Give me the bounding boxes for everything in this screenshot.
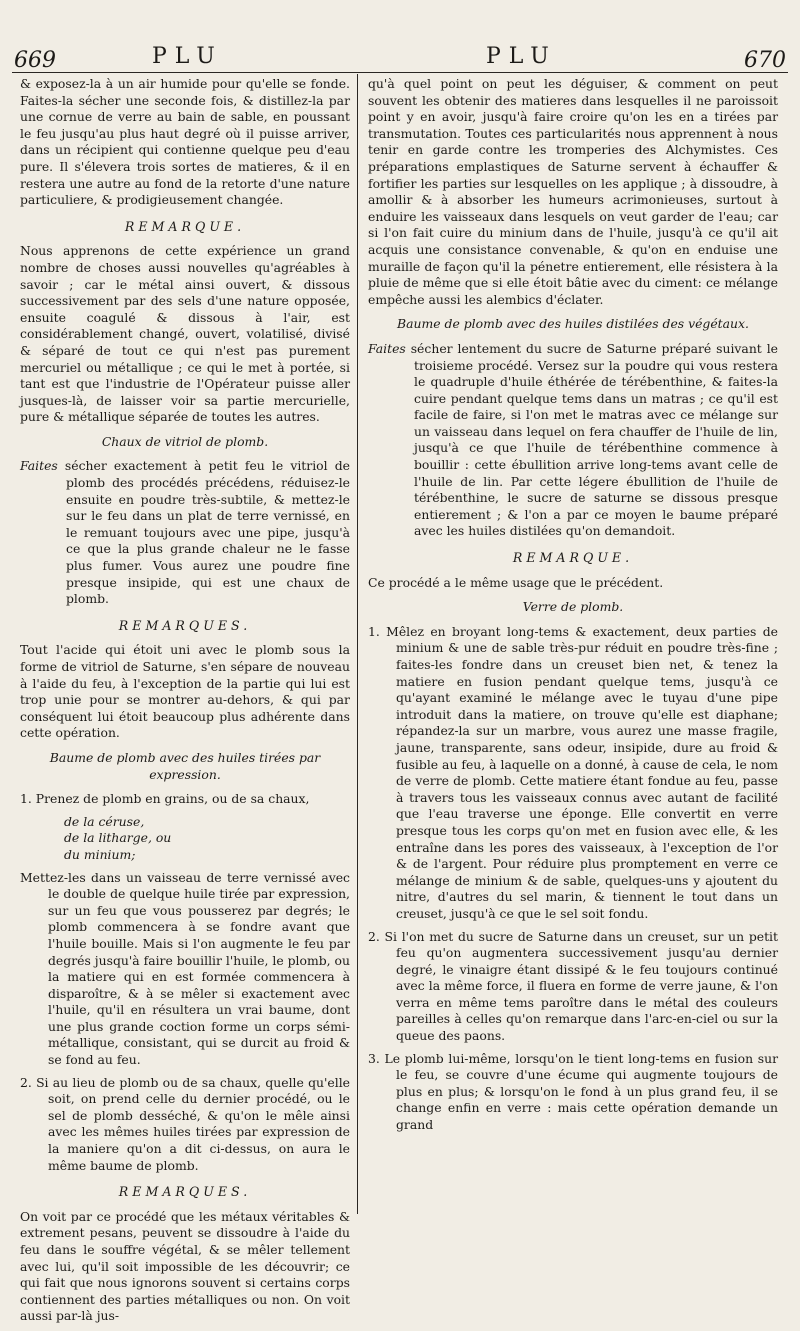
paragraph: Nous apprenons de cette expérience un grand nombre de choses aussi nouvelles qu'agréables à savoir ; car le métal ainsi ouvert, & dissous successivement par des sels d'une nature opposée, ensuite coagulé & dissous à l'air, est considérablement changé, ouvert, volatilisé, divisé & séparé de tout ce qui n'est pas purement mercuriel ou métallique ; ce qui le met à portée, si tant est que l'industrie de l'Opérateur puisse aller jusques-là, de laisser voir sa partie mercurielle, pure & métallique séparée de toutes les autres. xyxy=(20,243,350,425)
paragraph xyxy=(368,341,778,540)
paragraph: Ce procédé a le même usage que le précédent. xyxy=(368,574,664,590)
section-heading: Verre de plomb. xyxy=(522,599,624,615)
paragraph: 3. Le plomb lui-même, lorsqu'on le tient long-tems en fusion sur le feu, se couvre d'une écume qui augmente toujours de plus en plus; & lorsqu'on le fond à un plus grand feu, il se change enfin en verre : mais cette opération demande un grand xyxy=(368,1050,778,1133)
section-heading: REMARQUE. xyxy=(512,550,634,566)
section-heading: REMARQUE. xyxy=(124,218,246,234)
paragraph-text: sécher lentement du sucre de Saturne préparé suivant le troisieme procédé. Versez sur la poudre qui vous restera le quadruple d'huile éthérée de térébenthine, & faites-la cuire pendant quelque tems dans un matras ; ce qu'il est facile de faire, si l'on met le matras avec ce mélange sur un vaisseau dans lequel on fera chauffer de l'huile de lin, jusqu'à ce que l'huile de térébenthine commence à bouillir : cette ébullition arrive long-tems avant celle de l'huile de lin. Par cette légere ébullition de l'huile de térébenthine, le sucre de saturne se dissous presque entierement ; & l'on a par ce moyen le baume préparé avec les huiles distilées qu'on demandoit. xyxy=(410,340,778,539)
left-column xyxy=(20,76,350,1331)
column-divider xyxy=(357,74,358,1214)
paragraph: Mettez-les dans un vaisseau de terre vernissé avec le double de quelque huile tirée par expression, sur un feu que vous pousserez par degrés; le plomb commencera à se fondre avant que l'huile bouille. Mais si l'on augmente le feu par degrés jusqu'à faire bouillir l'huile, le plomb, ou la matiere qui en est formée commencera à disparoître, & à se mêler si exactement avec l'huile, qu'il en résultera un vrai baume, dont une plus grande coction forme un corps sémi-métallique, consistant, qui se durcit au froid & se fond au feu. xyxy=(20,869,350,1068)
left-column-number: 669 xyxy=(14,48,56,73)
right-column xyxy=(368,76,778,1140)
list-item: du minium; xyxy=(64,846,136,862)
section-heading: Chaux de vitriol de plomb. xyxy=(101,433,269,449)
section-heading: REMARQUES. xyxy=(118,617,252,633)
header-rule xyxy=(12,72,788,73)
list-lead: 1. Prenez de plomb en grains, ou de sa chaux, xyxy=(20,791,310,807)
right-running-head: PLU xyxy=(486,44,557,69)
left-running-head: PLU xyxy=(152,44,223,69)
paragraph: & exposez-la à un air humide pour qu'elle se fonde. Faites-la sécher une seconde fois, & distillez-la par une cornue de verre au bain de sable, en poussant le feu jusqu'au plus haut degré où il puisse arriver, dans un récipient qui contienne quelque peu d'eau pure. Il s'élevera trois sortes de matieres, & il en restera une autre au fond de la retorte d'une nature particuliere, & prodigieusement changée. xyxy=(20,76,350,208)
right-column-number: 670 xyxy=(744,48,786,73)
paragraph xyxy=(20,458,350,607)
lead-word: Faites xyxy=(368,340,406,356)
paragraph: 2. Si au lieu de plomb ou de sa chaux, quelle qu'elle soit, on prend celle du dernier procédé, ou le sel de plomb desséché, & qu'on le mêle ainsi avec les mêmes huiles tirées par expression de la maniere qu'on a dit ci-dessus, on aura le même baume de plomb. xyxy=(20,1074,350,1173)
section-heading: REMARQUES. xyxy=(118,1184,252,1200)
paragraph: Tout l'acide qui étoit uni avec le plomb sous la forme de vitriol de Saturne, s'en sépare de nouveau à l'aide du feu, à l'exception de la partie qui lui est trop unie pour se montrer au-dehors, & qui par conséquent lui étoit beaucoup plus adhérente dans cette opération. xyxy=(20,642,350,741)
section-heading: Baume de plomb avec des huiles tirées par expression. xyxy=(49,749,321,782)
list-item: de la litharge, ou xyxy=(64,830,172,846)
ingredient-list xyxy=(64,814,350,864)
paragraph: qu'à quel point on peut les déguiser, & comment on peut souvent les obtenir des matieres dans lesquelles il ne paroissoit point y en avoir, jusqu'à faire croire qu'on les en a tirées par transmutation. Toutes ces particularités nous apprennent à nous tenir en garde contre les tromperies des Alchymistes. Ces préparations emplastiques de Saturne servent à échauffer & fortifier les parties sur lesquelles on les applique ; à dissoudre, à amollir & à absorber les humeurs acrimonieuses, surtout à enduire les vaisseaux dans lesquels on veut garder de l'eau; car si l'on fait cuire du minium dans de l'huile, jusqu'à ce qu'il ait acquis une consistance convenable, & qu'on en enduise une muraille de façon qu'il la pénetre entierement, elle résistera à la pluie de même que si elle étoit bâtie avec du ciment: ce mélange empêche aussi les alembics d'éclater. xyxy=(368,76,778,307)
list-item: de la céruse, xyxy=(64,813,145,829)
lead-word: Faites xyxy=(20,458,58,474)
paragraph: 2. Si l'on met du sucre de Saturne dans un creuset, sur un petit feu qu'on augmentera successivement jusqu'au dernier degré, le vinaigre étant dissipé & le feu toujours continué avec la même force, il fluera en forme de verre jaune, & l'on verra en même tems paroître dans le métal des couleurs pareilles à celles qu'on remarque dans l'arc-en-ciel ou sur la queue des paons. xyxy=(368,928,778,1044)
paragraph-text: sécher exactement à petit feu le vitriol de plomb des procédés précédens, réduisez-le ensuite en poudre très-subtile, & mettez-le sur le feu dans un plat de terre vernissé, en le remuant toujours avec une pipe, jusqu'à ce que la plus grande chaleur ne le fasse plus fumer. Vous aurez une poudre fine presque insipide, qui est une chaux de plomb. xyxy=(64,458,350,607)
paragraph: 1. Mêlez en broyant long-tems & exactement, deux parties de minium & une de sable très-pur réduit en poudre très-fine ; faites-les fondre dans un creuset bien net, & tenez la matiere en fusion pendant quelque tems, jusqu'à ce qu'ayant examiné le mélange avec le tuyau d'une pipe introduit dans la matiere, on trouve qu'elle est diaphane; répandez-la sur un marbre, vous aurez une masse fragile, jaune, transparente, sans odeur, insipide, dure au froid & fusible au feu, à laquelle on a donné, à cause de cela, le nom de verre de plomb. Cette matiere étant fondue au feu, passe à travers tous les vaisseaux connus avec autant de facilité que l'eau traverse une éponge. Elle convertit en verre presque tous les corps qu'on met en fusion avec elle, & les entraîne dans les pores des vaisseaux, à l'exception de l'or & de l'argent. Pour réduire plus promptement en verre ce mélange de minium & de sable, quelques-uns y ajoutent du nitre, d'autres du sel marin, & tiennent le tout dans un creuset, jusqu'à ce que le sel soit fondu. xyxy=(368,623,778,921)
paragraph: On voit par ce procédé que les métaux véritables & extrement pesans, peuvent se dissoudre à l'aide du feu dans le souffre végétal, & se mêler tellement avec lui, qu'il soit impossible de les découvrir; ce qui fait que nous ignorons souvent si certains corps contiennent des parties métalliques ou non. On voit aussi par-là jus- xyxy=(20,1208,350,1324)
section-heading: Baume de plomb avec des huiles distilées des végétaux. xyxy=(397,316,749,332)
